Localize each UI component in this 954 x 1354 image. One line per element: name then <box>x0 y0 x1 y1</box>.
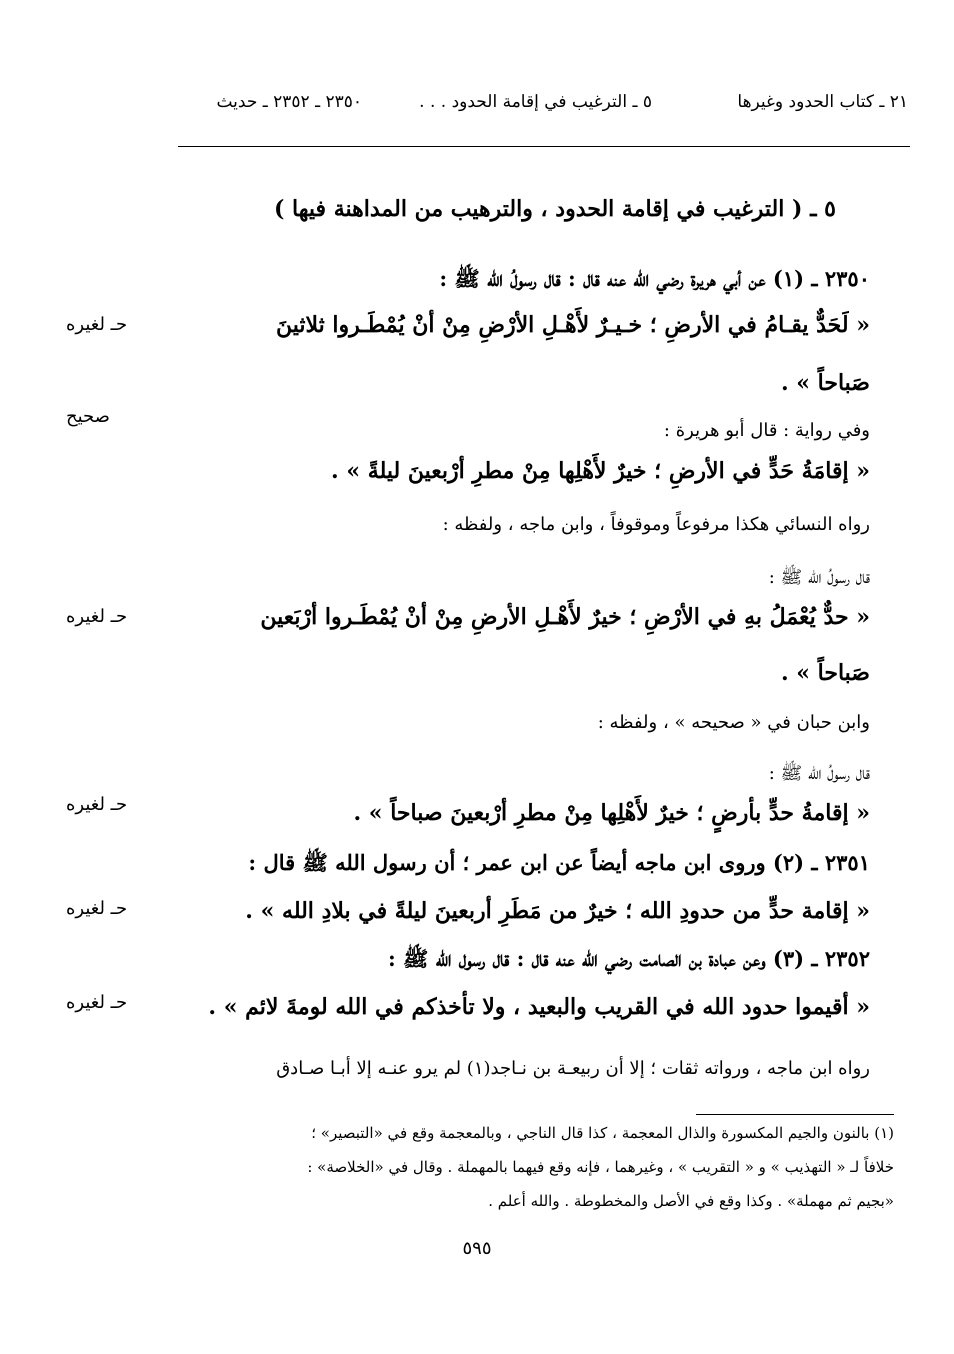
header-rule <box>178 146 910 147</box>
running-header-book: ٢١ ـ كتاب الحدود وغيرها <box>737 92 908 112</box>
footnote-line: «بجيم ثم مهملة» . وكذا وقع في الأصل والمخطوطة . والله أعلم . <box>488 1192 894 1210</box>
narration-intro: قال رسولُ الله ﷺ : <box>768 763 870 784</box>
running-header-range: ٢٣٥٠ ـ ٢٣٥٢ ـ حديث <box>216 92 362 112</box>
narration-intro: وفي رواية : قال أبو هريرة : <box>663 420 870 441</box>
hadith-text-line: « إقامة حدٍّ من حدودِ الله ؛ خيرٌ من مَطَرِ أربعينَ ليلةً في بلادِ الله » . <box>245 898 870 924</box>
footnote-line: خلافاً لـ « التهذيب » و « التقريب » ، وغيرهما ، فإنه وقع فيهما بالمهملة . وقال في «الخلاصة» : <box>307 1158 894 1176</box>
hadith-text-line: « إقامَةُ حَدٍّ في الأرضِ ؛ خيرٌ لأَهْلِها مِنْ مطرِ أرْبعينَ ليلةً » . <box>331 458 870 484</box>
grade-label: حـ لغيره <box>66 794 128 815</box>
running-header-chapter: ٥ ـ الترغيب في إقامة الحدود . . . <box>419 92 652 112</box>
hadith-text-line: صَباحاً » . <box>780 660 870 686</box>
narration-intro: قال رسولُ الله ﷺ : <box>768 567 870 588</box>
chapter-title: ٥ ـ ( الترغيب في إقامة الحدود ، والترهيب من المداهنة فيها ) <box>273 196 836 222</box>
hadith-intro-2351: ٢٣٥١ ـ (٢) وروى ابن ماجه أيضاً عن ابن عمر ؛ أن رسول الله ﷺ قال : <box>248 850 870 875</box>
grade-label: حـ لغيره <box>66 898 128 919</box>
hadith-intro-2352: ٢٣٥٢ ـ (٣) وعن عبادة بن الصامت رضي الله عنه قال : قال رسول الله ﷺ : <box>387 946 870 971</box>
grade-label: حـ لغيره <box>66 314 128 335</box>
grade-label: حـ لغيره <box>66 606 128 627</box>
footnote-rule <box>696 1114 894 1115</box>
grade-label: صحيح <box>66 406 110 427</box>
hadith-text-line: « حدٌّ يُعْمَلُ بهِ في الأرْضِ ؛ خيرٌ لأَهْـلِ الأرضِ مِنْ أنْ يُمْطَـروا أرْبَعين <box>260 604 870 630</box>
hadith-text-line: صَباحاً » . <box>780 370 870 396</box>
source-note: وابن حبان في « صحيحه » ، ولفظه : <box>597 712 870 733</box>
footnote-line: (١) بالنون والجيم المكسورة والذال المعجمة ، كذا قال الناجي ، وبالمعجمة وقع في «التبصير» ؛ <box>311 1124 894 1142</box>
source-note: رواه ابن ماجه ، ورواته ثقات ؛ إلا أن ربيعـة بن نـاجد(١) لم يرو عنـه إلا أبـا صـادق <box>276 1058 870 1079</box>
grade-label: حـ لغيره <box>66 992 128 1013</box>
page-number: ٥٩٥ <box>462 1238 492 1259</box>
source-note: رواه النسائي هكذا مرفوعاً وموقوفاً ، وابن ماجه ، ولفظه : <box>442 514 870 535</box>
hadith-intro-2350: ٢٣٥٠ ـ (١) عن أبي هريرة رضي الله عنه قال : قال رسولُ الله ﷺ : <box>439 266 870 291</box>
hadith-text-line: « أقيموا حدود الله في القريب والبعيد ، ولا تأخذكم في الله لومةَ لائم » . <box>208 994 870 1020</box>
hadith-text-line: « إقامةُ حدٍّ بأرضٍ ؛ خيرٌ لأَهْلِها مِنْ مطرِ أرْبعينَ صباحاً » . <box>353 800 870 826</box>
hadith-text-line: « لَحَدٌّ يقـامُ في الأرضِ ؛ خـيـرٌ لأَهْـلِ الأرْضِ مِنْ أنْ يُمْطَـروا ثلاثينَ <box>275 312 870 338</box>
